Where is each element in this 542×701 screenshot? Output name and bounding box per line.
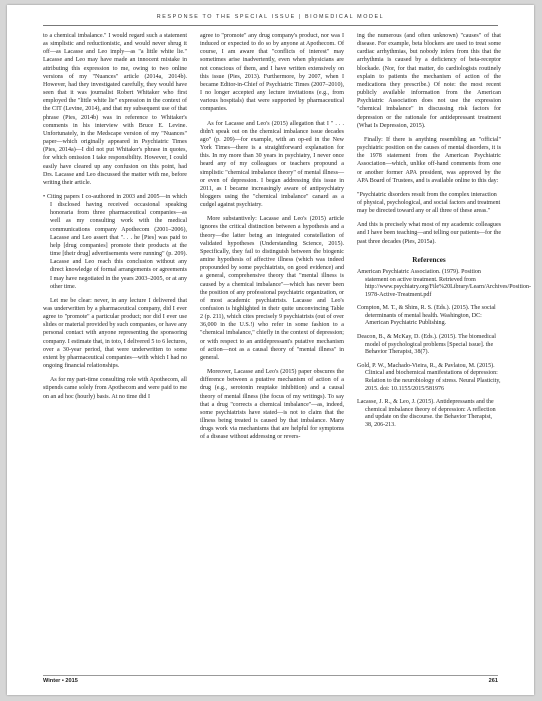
reference-entry: Gold, P. W., Machado-Vieira, R., & Pavlatou, M. (2015). Clinical and biochemical manifestations of depression: Relation to the neurobiology of stress. Neural Plasticity, 2015. doi: 10.1155/2015/581976 [357,362,501,392]
paragraph: to a chemical imbalance." I would regard such a statement as simplistic and reductionistic, and would never shrug it off—as Lacasse and Leo imply—as "a little white lie." Lacasse and Leo may have made an innocent mistake in attributing this expression to me, owing to two online versions of my "Nuances" article (2014a, 2014b). However, had they investigated carefully, they would have seen that it was journalist Robert Whitaker who first employed the "little white lie" expression in the context of the CIT (Levine, 2014), and that my subsequent use of that phrase (Pies, 2014b) was in reference to Whitaker's comments in his interview with Bruce E. Levine. Unfortunately, in the Medscape version of my "Nuances" paper—which originally appeared in Psychiatric Times (Pies, 2014a)—I did not put Whitaker's phrase in quotes, for which omission I take responsibility. However, I could easily have cleared up any confusion on this point, had Drs. Lacasse and Leo discussed the matter with me, before writing their article. [43,33,187,186]
column-right [357,32,532,436]
references-heading: References [412,255,446,264]
paragraph: Let me be clear: never, in any lecture I delivered that was underwritten by a pharmaceutical company, did I ever agree to "promote" a particular product; nor did I ever use slides or material provided by such companies, or have any personal contact with anyone representing the sponsoring company. I estimate that, in toto, I delivered 5 to 6 lectures, over a 30-year period, that were underwritten to some extent by pharmaceutical companies—with which I had no ongoing financial relationships. [43,297,187,370]
paragraph: As for Lacasse and Leo's (2015) allegation that I " . . . didn't speak out on the chemical imbalance issue decades ago" (p. 209)—for example, with an op-ed in the New York Times—there is a straightforward explanation for this. In my more than 30 years in psychiatry, I never once heard any of my colleagues or teachers propound a simplistic "chemical imbalance theory" of mental illness—or even of depression. I began addressing this issue in 2011, as I became increasingly aware of antipsychiatry bloggers using the "chemical imbalance" canard as a cudgel against psychiatry. [200,120,344,209]
paragraph: Finally: If there is anything resembling an "official" psychiatric position on the causes of mental disorders, it is the 1978 statement from the American Psychiatric Association—which, unlike off-hand comments from one or another former APA president, was approved by the APA Board of Trustees, and is available online to this day: [357,136,501,184]
paragraph: More substantively: Lacasse and Leo's (2015) article ignores the critical distinction between a hypothesis and a theory—the latter being an integrated constellation of validated hypotheses (Understanding Science, 2015). Specifically, they fail to distinguish between the biogenic amine hypothesis of affective illness (which was indeed propounded by some psychiatrists, on good evidence) and a general, comprehensive theory that "mental illness is caused by a chemical imbalance"—which has never been the position of any professional psychiatric organization, or of most academic psychiatrists. Lacasse and Leo's confusion is highlighted in their quite unconvincing Table 2 (p. 211), which cites precisely 9 psychiatrists (out of over 36,000 in the U.S.!) who refer in some fashion to a "chemical imbalance," chiefly in the context of depression; or with respect to an antidepressant's putative mechanism of action—not as a causal theory of "mental illness" in general. [200,216,344,361]
reference-entry: American Psychiatric Association. (1979). Position statement on active treatment. Retrieved from http://www.psychiatry.org/File%20Library/Learn/Archives/Position-1978-Active-Treatment.pdf [357,268,532,298]
block-quote: "Psychiatric disorders result from the complex interaction of physical, psychological, and social factors and treatment may be directed toward any or all three of these areas." [357,191,501,215]
reference-entry: Lacasse, J. R., & Leo, J. (2015). Antidepressants and the chemical imbalance theory of depression: A reflection and update on the discourse. the Behavior Therapist, 38, 206-213. [357,399,496,428]
bullet-paragraph: • Citing papers I co-authored in 2003 and 2005—in which I disclosed having received occasional speaking honoraria from three pharmaceutical companies—as well as my consulting work with the medical communications company Apothecom (2001–2006), Lacasse and Leo assert that ". . . he [Pies] was paid to help [drug companies] promote their products at the time [their drug] advertisements were running" (p. 209). Lacasse and Leo reach this conclusion without any direct knowledge of formal arrangements or agreements I may have negotiated in the years 2003–2005, or at any other time. [43,193,187,290]
page-number: 261 [488,678,498,684]
reference-entry: Compton, M. T., & Shim, R. S. (Eds.). (2015). The social determinants of mental health. Washington, DC: American Psychiatric Publishing. [357,305,496,327]
document-page [7,5,534,695]
running-head: RESPONSE TO THE SPECIAL ISSUE | BIOMEDICAL MODEL [156,14,385,20]
paragraph: And this is precisely what most of my academic colleagues and I have been teaching—and telling our patients—for the past three decades (Pies, 2015a). [357,222,501,245]
paragraph: Moreover, Lacasse and Leo's (2015) paper obscures the difference between a putative mechanism of action of a drug (e.g., serotonin reuptake inhibition) and a causal theory of mental illness (the focus of my writings). To say that a drug "corrects a chemical imbalance"—as, indeed, some psychiatrists have stated—is not to claim that the illness being treated is caused by that imbalance. Many drugs work via mechanisms that are helpful for symptoms of a disease without addressing or revers- [200,369,344,441]
footer-issue: Winter • 2015 [43,678,78,684]
footer-rule [43,675,498,676]
paragraph: ing the numerous (and often unknown) "causes" of that disease. For example, beta blockers are used to treat some cardiac arrhythmias, but nobody infers from this that the arrhythmia is caused by a deficiency of beta-receptor blockade. (Nor, for that matter, do cardiologists routinely explain to patients the mechanism of action of the medications they prescribe.) Of note: the most recent publicly available information from the American Psychiatric Association does not use the expression "chemical imbalance" in discussing risk factors for depression or the rationale for antidepressant treatment (What Is Depression, 2015). [357,33,501,129]
paragraph: agree to "promote" any drug company's product, nor was I induced or expected to do so by anyone at Apothecom. Of course, I am aware that "conflicts of interest" may sometimes arise inadvertently, even when physicians are not conscious of them, and I have written extensively on this issue (Pies, 2013). Furthermore, by 2007, when I became Editor-in-Chief of Psychiatric Times (2007–2010), I no longer accepted any lecture invitations (e.g., from various hospitals) that were supported by pharmaceutical companies. [200,33,344,113]
column-left [43,32,187,407]
column-middle [200,32,344,448]
paragraph: As for my part-time consulting role with Apothecom, all stipends came solely from Apothecom and were paid to me on an ad hoc (hourly) basis. At no time did I [43,377,187,400]
reference-entry: Deacon, B., & McKay, D. (Eds.). (2015). The biomedical model of psychological problems [Special issue]. the Behavior Therapist, 38(7). [357,334,496,356]
header-rule [43,25,498,26]
